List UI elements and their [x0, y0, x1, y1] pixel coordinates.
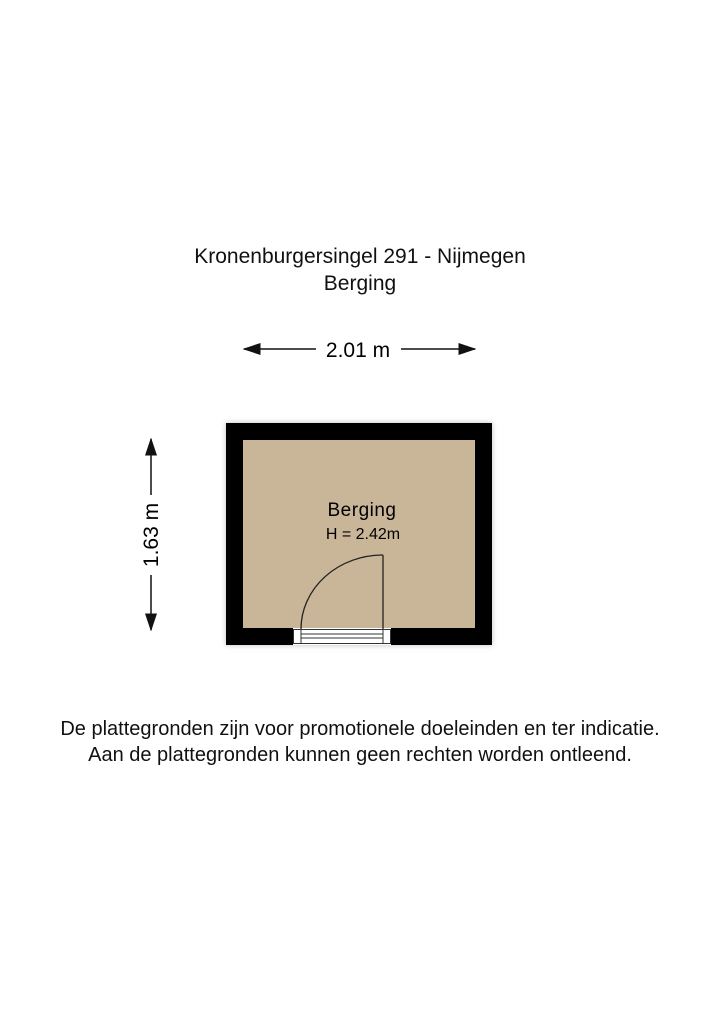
room-berging [226, 423, 492, 645]
plan-subtitle: Berging [323, 272, 397, 295]
height-dimension [140, 439, 163, 630]
disclaimer-line-1: De plattegronden zijn voor promotionele doeleinden en ter indicatie. [60, 718, 660, 740]
plan-title: Kronenburgersingel 291 - Nijmegen [194, 245, 526, 268]
room-name: Berging [327, 500, 397, 521]
disclaimer-line-2: Aan de plattegronden kunnen geen rechten worden ontleend. [88, 744, 632, 766]
width-label: 2.01 m [325, 339, 391, 362]
width-dimension [244, 339, 475, 362]
height-label: 1.63 m [140, 502, 163, 568]
room-height: H = 2.42m [325, 526, 401, 543]
door-opening [293, 628, 391, 645]
